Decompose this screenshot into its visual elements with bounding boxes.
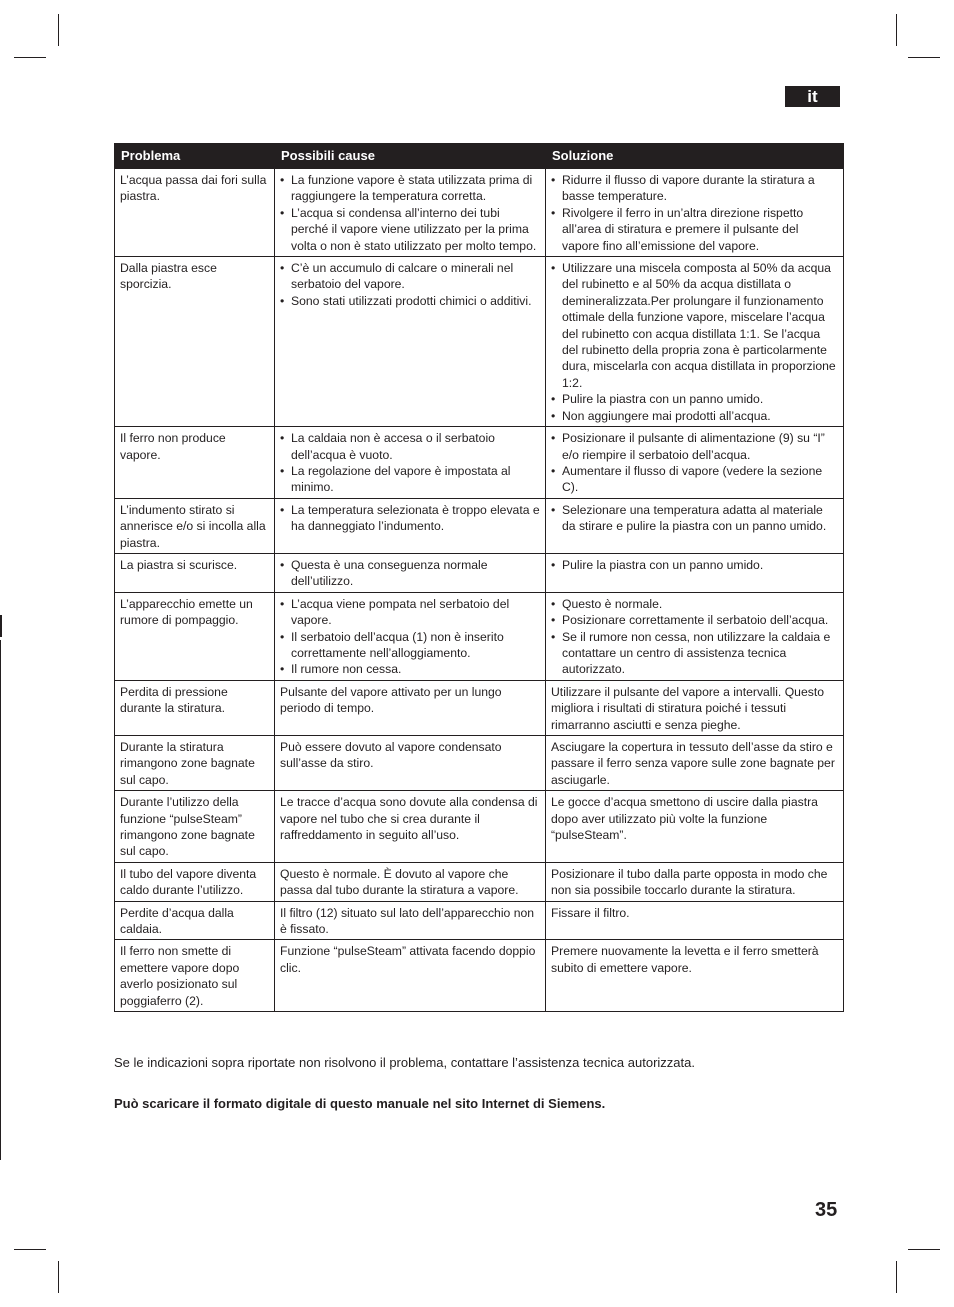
download-note: Può scaricare il formato digitale di questo manuale nel sito Internet di Siemens. [114, 1096, 606, 1111]
table-row [115, 553, 844, 592]
list-item: • Pulire la piastra con un panno umido. [551, 391, 838, 407]
table-row [115, 901, 844, 940]
language-tab: it [785, 86, 840, 107]
solutions-list [551, 430, 838, 496]
solution-cell: Le gocce d’acqua smettono di uscire dalla piastra dopo aver utilizzato più volte la funzione “pulseSteam”. [546, 791, 844, 863]
column-header-problem: Problema [115, 144, 275, 169]
list-item: • La regolazione del vapore è impostata al minimo. [280, 463, 540, 496]
list-item: • Il rumore non cessa. [280, 661, 540, 677]
margin-line [0, 640, 1, 1160]
list-item: • C’è un accumulo di calcare o minerali nel serbatoio del vapore. [280, 260, 540, 293]
problem-cell: L’acqua passa dai fori sulla piastra. [115, 169, 275, 257]
list-item: • Il serbatoio dell’acqua (1) non è inserito correttamente nell’alloggiamento. [280, 629, 540, 662]
crop-mark [908, 1249, 940, 1250]
crop-mark [896, 1261, 897, 1293]
table-row [115, 427, 844, 499]
causes-cell: Può essere dovuto al vapore condensato sull’asse da stiro. [275, 736, 546, 791]
solution-cell [546, 553, 844, 592]
problem-cell: L’indumento stirato si annerisce e/o si incolla alla piastra. [115, 498, 275, 553]
list-item: • Posizionare correttamente il serbatoio dell’acqua. [551, 612, 838, 628]
solutions-list [551, 557, 838, 573]
list-item: • Non aggiungere mai prodotti all’acqua. [551, 408, 838, 424]
page-number: 35 [815, 1199, 838, 1221]
crop-mark [896, 14, 897, 46]
list-item: • Sono stati utilizzati prodotti chimici o additivi. [280, 293, 540, 309]
causes-list [280, 557, 540, 590]
causes-cell [275, 592, 546, 680]
list-item: • La temperatura selezionata è troppo elevata e ha danneggiato l’indumento. [280, 502, 540, 535]
solution-cell [546, 257, 844, 427]
solution-cell: Posizionare il tubo dalla parte opposta in modo che non sia possibile toccarlo durante la stiratura. [546, 862, 844, 901]
list-item: • Questo è normale. [551, 596, 838, 612]
table-row [115, 592, 844, 680]
problem-cell: Durante l’utilizzo della funzione “pulseSteam” rimangono zone bagnate sul capo. [115, 791, 275, 863]
solutions-list [551, 502, 838, 535]
table-row [115, 736, 844, 791]
solution-cell [546, 498, 844, 553]
problem-cell: Dalla piastra esce sporcizia. [115, 257, 275, 427]
column-header-solution: Soluzione [546, 144, 844, 169]
problem-cell: Il ferro non smette di emettere vapore dopo averlo posizionato sul poggiaferro (2). [115, 940, 275, 1012]
solution-cell [546, 427, 844, 499]
crop-mark [58, 1261, 59, 1293]
column-header-causes: Possibili cause [275, 144, 546, 169]
crop-mark [14, 57, 46, 58]
list-item: • Se il rumore non cessa, non utilizzare la caldaia e contattare un centro di assistenza tecnica autorizzato. [551, 629, 838, 678]
causes-list [280, 430, 540, 496]
table-header-row [115, 144, 844, 169]
list-item: • Aumentare il flusso di vapore (vedere la sezione C). [551, 463, 838, 496]
list-item: • Posizionare il pulsante di alimentazione (9) su “I” e/o riempire il serbatoio dell’acqua. [551, 430, 838, 463]
solution-cell: Fissare il filtro. [546, 901, 844, 940]
problem-cell: Il ferro non produce vapore. [115, 427, 275, 499]
causes-cell: Questo è normale. È dovuto al vapore che passa dal tubo durante la stiratura a vapore. [275, 862, 546, 901]
solution-cell [546, 592, 844, 680]
table-row [115, 498, 844, 553]
table-row [115, 940, 844, 1012]
causes-list [280, 596, 540, 678]
solution-cell: Premere nuovamente la levetta e il ferro smetterà subito di emettere vapore. [546, 940, 844, 1012]
list-item: • Ridurre il flusso di vapore durante la stiratura a basse temperature. [551, 172, 838, 205]
margin-line [0, 615, 2, 637]
causes-cell [275, 169, 546, 257]
causes-cell: Il filtro (12) situato sul lato dell’apparecchio non è fissato. [275, 901, 546, 940]
solution-cell: Utilizzare il pulsante del vapore a intervalli. Questo migliora i risultati di stiratura poiché i tessuti rimarranno asciutti e senza pieghe. [546, 680, 844, 735]
table-row [115, 169, 844, 257]
solution-cell [546, 169, 844, 257]
causes-list [280, 260, 540, 309]
list-item: • Pulire la piastra con un panno umido. [551, 557, 838, 573]
solution-cell: Asciugare la copertura in tessuto dell’asse da stiro e passare il ferro senza vapore sulle zone bagnate per asciugarle. [546, 736, 844, 791]
list-item: • La caldaia non è accesa o il serbatoio dell’acqua è vuoto. [280, 430, 540, 463]
list-item: • Selezionare una temperatura adatta al materiale da stirare e pulire la piastra con un panno umido. [551, 502, 838, 535]
causes-list [280, 502, 540, 535]
problem-cell: Durante la stiratura rimangono zone bagnate sul capo. [115, 736, 275, 791]
problem-cell: Il tubo del vapore diventa caldo durante l’utilizzo. [115, 862, 275, 901]
crop-mark [14, 1249, 46, 1250]
list-item: • Rivolgere il ferro in un’altra direzione rispetto all’area di stiratura e premere il pulsante del vapore fino all’emissione del vapore. [551, 205, 838, 254]
causes-cell [275, 553, 546, 592]
list-item: • L’acqua si condensa all’interno dei tubi perché il vapore viene utilizzato per la prima volta o non è stato utilizzato per molto tempo. [280, 205, 540, 254]
troubleshooting-table [114, 143, 844, 1012]
list-item: • Utilizzare una miscela composta al 50% da acqua del rubinetto e al 50% da acqua distillata o demineralizzata.Per prolungare il funzionamento ottimale della funzione vapore, miscelare l’acqua del rubinetto con acqua distillata 1:1. Se l’acqua del rubinetto della propria zona è particolarmente dura, miscelarla con acqua distillata in proporzione 1:2. [551, 260, 838, 391]
problem-cell: La piastra si scurisce. [115, 553, 275, 592]
causes-cell: Funzione “pulseSteam” attivata facendo doppio clic. [275, 940, 546, 1012]
support-note: Se le indicazioni sopra riportate non risolvono il problema, contattare l’assistenza tecnica autorizzata. [114, 1055, 695, 1070]
list-item: • Questa è una conseguenza normale dell’utilizzo. [280, 557, 540, 590]
solutions-list [551, 172, 838, 254]
causes-list [280, 172, 540, 254]
causes-cell: Le tracce d’acqua sono dovute alla condensa di vapore nel tubo che si crea durante il raffreddamento in seguito all’uso. [275, 791, 546, 863]
causes-cell [275, 498, 546, 553]
causes-cell [275, 427, 546, 499]
crop-mark [908, 57, 940, 58]
list-item: • L’acqua viene pompata nel serbatoio del vapore. [280, 596, 540, 629]
table-row [115, 257, 844, 427]
table-row [115, 680, 844, 735]
solutions-list [551, 596, 838, 678]
causes-cell [275, 257, 546, 427]
table-row [115, 791, 844, 863]
causes-cell: Pulsante del vapore attivato per un lungo periodo di tempo. [275, 680, 546, 735]
problem-cell: Perdite d’acqua dalla caldaia. [115, 901, 275, 940]
solutions-list [551, 260, 838, 424]
table-row [115, 862, 844, 901]
list-item: • La funzione vapore è stata utilizzata prima di raggiungere la temperatura corretta. [280, 172, 540, 205]
problem-cell: Perdita di pressione durante la stiratura. [115, 680, 275, 735]
problem-cell: L’apparecchio emette un rumore di pompaggio. [115, 592, 275, 680]
crop-mark [58, 14, 59, 46]
